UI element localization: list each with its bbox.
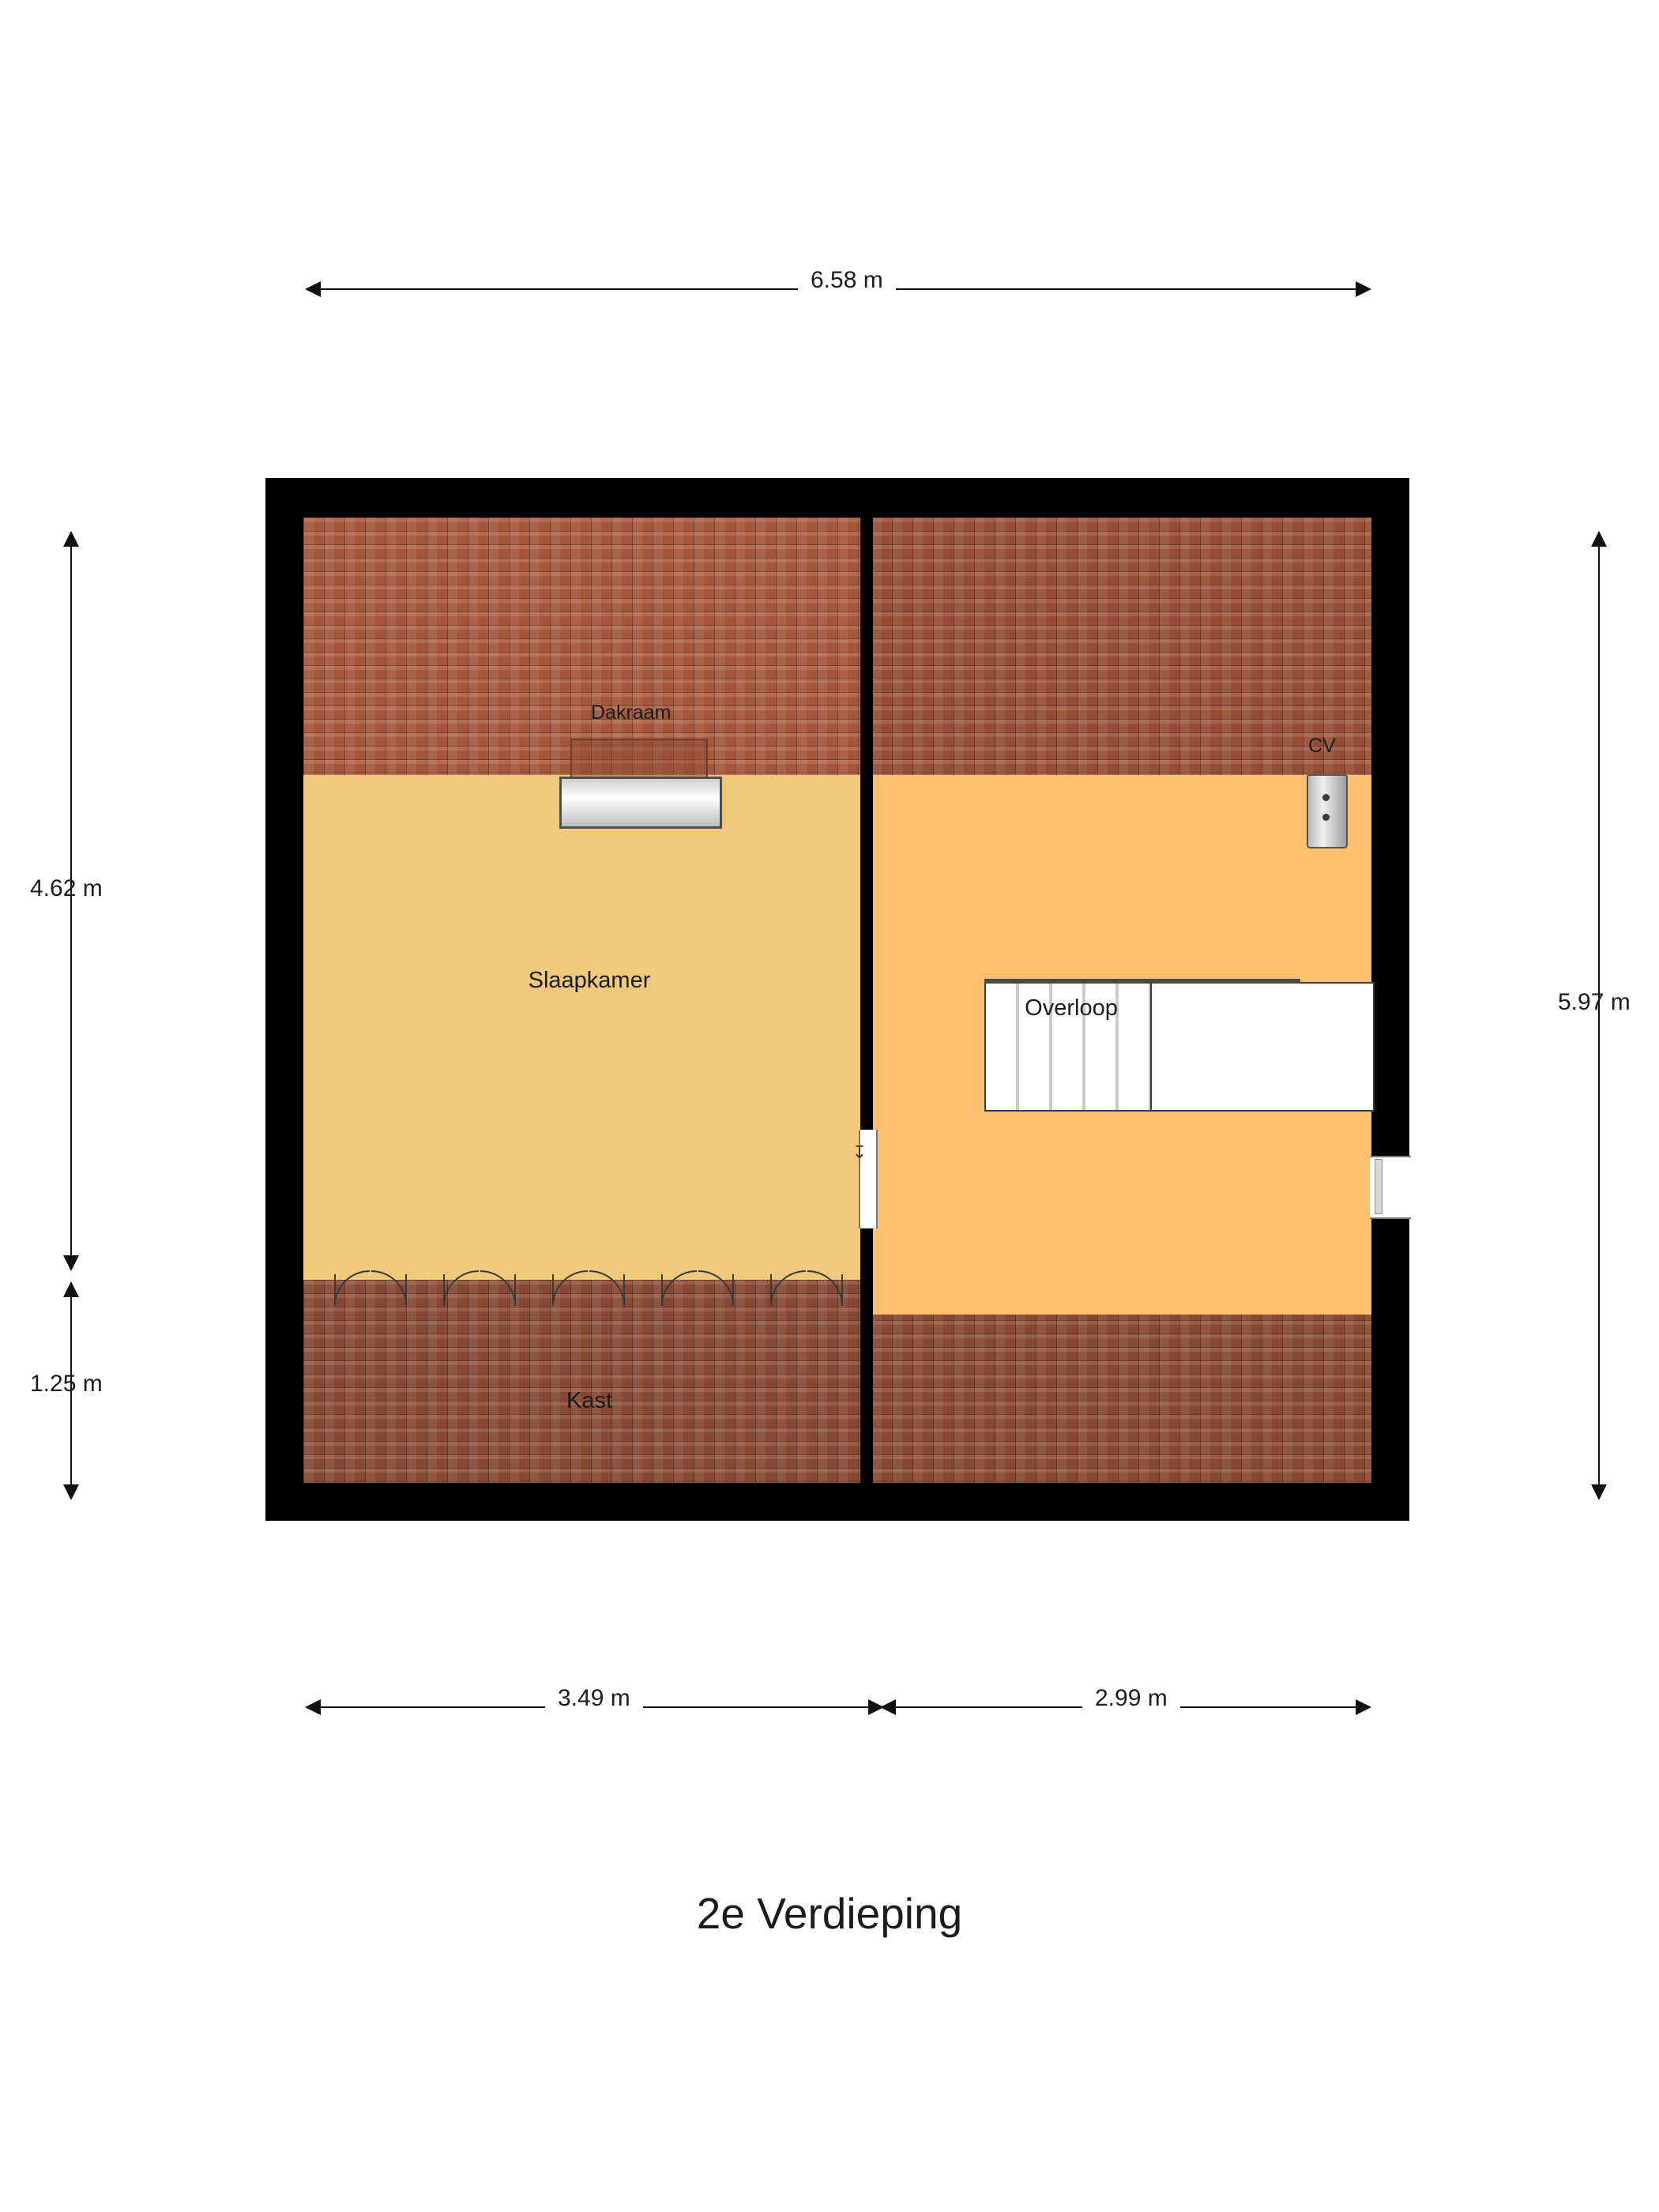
dimension-bottom-left-label: 3.49 m (545, 1685, 643, 1712)
staircase-landing (1150, 982, 1375, 1112)
roof-north-right (871, 517, 1371, 775)
skylight-label: Dakraam (591, 702, 672, 724)
door-leaf-right (1375, 1159, 1382, 1214)
dimension-left-upper-label: 4.62 m (30, 875, 103, 901)
room-label-slaapkamer: Slaapkamer (528, 968, 651, 993)
boiler-label: CV (1308, 735, 1336, 757)
room-label-overloop: Overloop (1025, 995, 1118, 1021)
boiler-dot-lower (1322, 814, 1330, 821)
closet-doors (303, 1268, 860, 1307)
wall-bottom (265, 1483, 1409, 1521)
wall-center (860, 517, 873, 1483)
roof-north-left (303, 517, 860, 775)
dimension-top-label: 6.58 m (798, 267, 896, 294)
skylight-glass (559, 777, 722, 829)
dimension-right-label: 5.97 m (1558, 989, 1631, 1015)
wall-top (265, 478, 1409, 517)
door-swing-center-icon: ↧ (852, 1142, 867, 1162)
roof-south-left (303, 1280, 860, 1483)
closet-door-swing-icon (303, 1268, 860, 1307)
page-title: 2e Verdieping (696, 1889, 963, 1938)
dimension-bottom-right-label: 2.99 m (1082, 1685, 1180, 1712)
wall-left (265, 478, 303, 1521)
boiler-dot-upper (1322, 794, 1330, 801)
floor-plan (265, 478, 1409, 1521)
room-label-kast: Kast (566, 1388, 613, 1413)
room-slaapkamer (303, 775, 860, 1280)
wall-right (1371, 478, 1409, 1521)
dimension-left-lower-label: 1.25 m (30, 1371, 103, 1397)
boiler-body (1307, 774, 1348, 848)
staircase-rail (984, 979, 1300, 984)
